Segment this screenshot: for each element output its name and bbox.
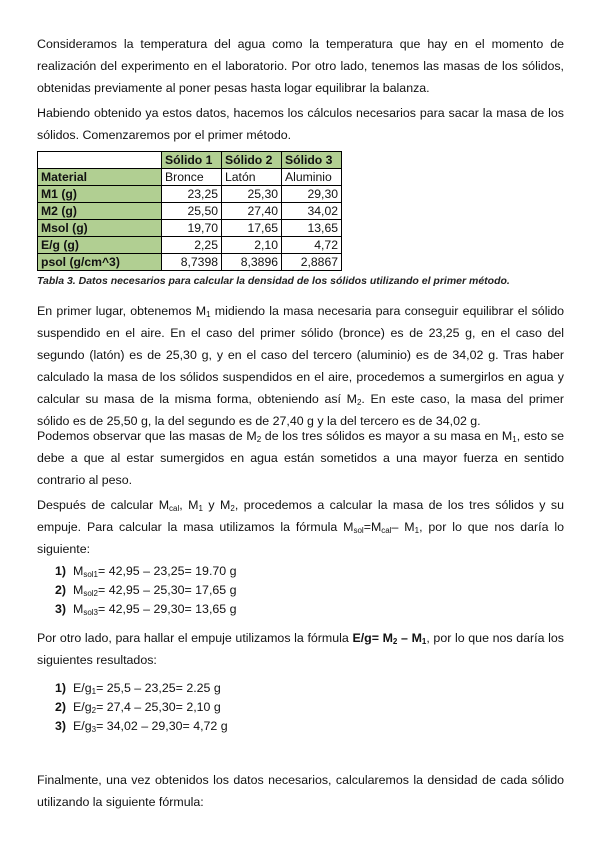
table-cell: 8,7398 [162, 254, 222, 271]
paragraph-2: Habiendo obtenido ya estos datos, hacemos los cálculos necesarios para sacar la masa de los sólidos. Comenzaremos por el primer método. [37, 106, 564, 142]
table-cell: 27,40 [222, 203, 282, 220]
table-header-cell: Sólido 2 [222, 152, 282, 169]
data-table [37, 151, 342, 271]
table-header-row [38, 152, 342, 169]
paragraph-3: En primer lugar, obtenemos $M_1$ midiendo la masa necesaria para conseguir equilibrar el sólido suspendido en el aire. En el caso del primer sólido (bronce) es de 23,25 g, en el caso del segundo (latón) es de 25,30 g, y en el caso del tercero (aluminio) es de 34,02 g. Tras haber calculado la masa de los sólidos suspendidos en el aire, procedemos a sumergirlos en agua y calcular su masa de la misma forma, obteniendo así $M_2$. En este caso, la masa del primer sólido es de 25,50 g, la del segundo es de 27,40 g y la del tercero es de 34,02 g. [37, 304, 565, 428]
paragraph-5: Después de calcular $M_{cal}$, $M_1$ y $M_2$, procedemos a calcular la masa de los tres sólidos y su empuje. Para calcular la masa utilizamos la fórmula $M_{sol}=M_{cal}-$ $M_1$, por lo que nos daría lo siguiente: [37, 498, 565, 556]
table-cell: 2,8867 [282, 254, 342, 271]
table-row [38, 203, 342, 220]
table-cell: 2,10 [222, 237, 282, 254]
table-row [38, 186, 342, 203]
table-row [38, 220, 342, 237]
table-cell: 25,50 [162, 203, 222, 220]
paragraph-1: Consideramos la temperatura del agua como la temperatura que hay en el momento de realización del experimento en el laboratorio. Por otro lado, tenemos las masas de los sólidos, obtenidas previamente al poner pesas hasta logar equilibrar la balanza. [37, 37, 564, 95]
paragraph-7: Finalmente, una vez obtenidos los datos necesarios, calcularemos la densidad de cada sólido utilizando la siguiente fórmula: [37, 773, 564, 809]
table-row-label: E/g (g) [38, 237, 162, 254]
table-cell: 4,72 [282, 237, 342, 254]
eg-list [55, 679, 228, 736]
table-cell: 8,3896 [222, 254, 282, 271]
list-item: 1) $E/g_1= 25,5 - 23,25= 2.25$ g [55, 681, 221, 696]
table-row-label: psol (g/cm^3) [38, 254, 162, 271]
table-cell: 19,70 [162, 220, 222, 237]
table-cell: Latón [222, 169, 282, 186]
table-cell: 13,65 [282, 220, 342, 237]
list-item: 1) $M_{sol1}= 42,95 - 23,25= 19.70$ g [55, 564, 237, 579]
table-cell: Aluminio [282, 169, 342, 186]
table-row-label: Msol (g) [38, 220, 162, 237]
table-cell: Bronce [162, 169, 222, 186]
list-item: 3) $M_{sol3}= 42,95 - 29,30= 13,65$ g [55, 602, 237, 617]
table-cell: 34,02 [282, 203, 342, 220]
paragraph-6: Por otro lado, para hallar el empuje utilizamos la fórmula $E/g= M_2 - M_1$, por lo que nos daría los siguientes resultados: [37, 631, 564, 667]
msol-list [55, 562, 237, 619]
table-row-label: M2 (g) [38, 203, 162, 220]
list-item: 2) $M_{sol2}= 42,95 - 25,30= 17,65$ g [55, 583, 237, 598]
table-cell: 29,30 [282, 186, 342, 203]
table-row [38, 169, 342, 186]
paragraph-4: Podemos observar que las masas de $M_2$ de los tres sólidos es mayor a su masa en $M_1$, esto se debe a que al estar sumergidos en agua están sometidos a una mayor fuerza en sentido contrario al peso. [37, 429, 564, 487]
table-row [38, 254, 342, 271]
table-cell: 17,65 [222, 220, 282, 237]
table-caption: Tabla 3. Datos necesarios para calcular la densidad de los sólidos utilizando el primer método. [37, 275, 510, 287]
table-row-label: M1 (g) [38, 186, 162, 203]
list-item: 3) $E/g_3= 34,02 - 29,30= 4,72$ g [55, 719, 228, 734]
table-cell: 25,30 [222, 186, 282, 203]
table-header-cell: Sólido 3 [282, 152, 342, 169]
table-cell: 23,25 [162, 186, 222, 203]
table-row [38, 237, 342, 254]
list-item: 2) $E/g_2= 27,4 - 25,30= 2,10$ g [55, 700, 221, 715]
table-cell: 2,25 [162, 237, 222, 254]
table-header-cell: Sólido 1 [162, 152, 222, 169]
table-row-label: Material [38, 169, 162, 186]
table-header-cell [38, 152, 162, 169]
